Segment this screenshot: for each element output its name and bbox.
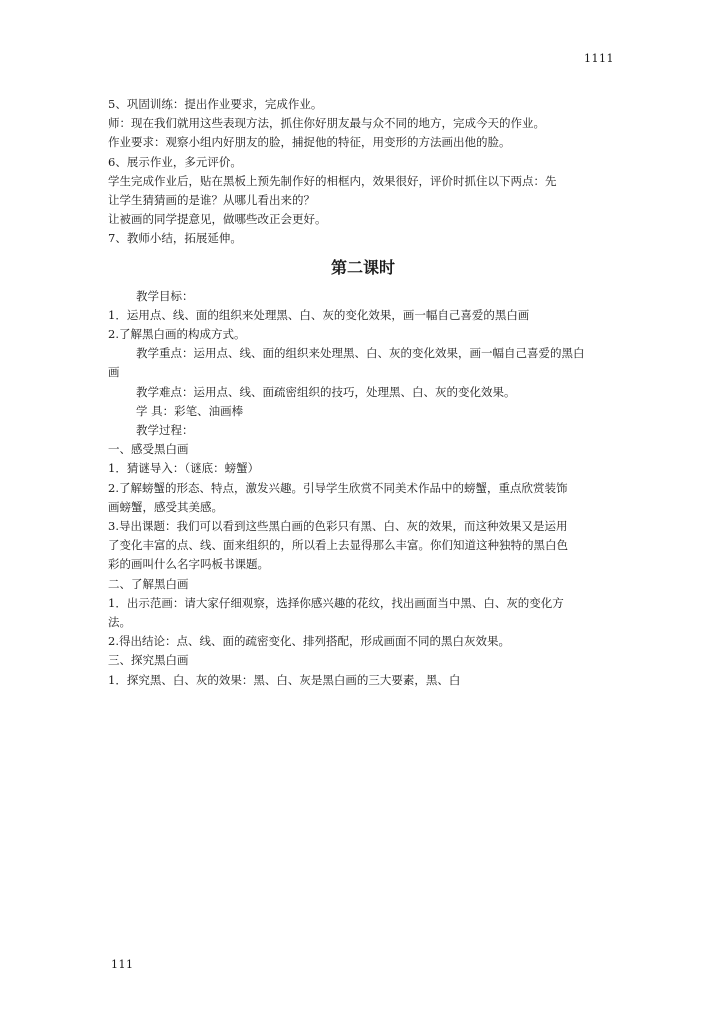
part1-item: 了变化丰富的点、线、面来组织的，所以看上去显得那么丰富。你们知道这种独特的黑白色 xyxy=(108,538,568,553)
part3-title: 三、探究黑白画 xyxy=(108,653,189,668)
part3-item: 1．探究黑、白、灰的效果：黑、白、灰是黑白画的三大要素，黑、白 xyxy=(108,672,461,687)
part1-title: 一、感受黑白画 xyxy=(108,442,189,457)
header-page-number: 1111 xyxy=(584,52,614,65)
part1-item: 3.导出课题：我们可以看到这些黑白画的色彩只有黑、白、灰的效果，而这种效果又是运用 xyxy=(108,519,568,534)
process-label: 教学过程： xyxy=(136,423,194,438)
document-body xyxy=(108,95,618,690)
paragraph-line: 6、展示作业，多元评价。 xyxy=(108,154,242,169)
paragraph-line: 7、教师小结，拓展延伸。 xyxy=(108,231,242,246)
paragraph-line: 让被画的同学提意见，做哪些改正会更好。 xyxy=(108,212,327,227)
part1-item: 2.了解螃蟹的形态、特点，激发兴趣。引导学生欣赏不同美术作品中的螃蟹，重点欣赏装饰 xyxy=(108,480,568,495)
section-lesson2 xyxy=(108,287,618,690)
section-lesson1-end xyxy=(108,95,618,249)
difficulty-line: 教学难点：运用点、线、面疏密组织的技巧，处理黑、白、灰的变化效果。 xyxy=(136,384,516,399)
part2-item: 法。 xyxy=(108,615,131,630)
objectives-label: 教学目标： xyxy=(136,288,194,303)
tools-line: 学 具：彩笔、油画棒 xyxy=(136,403,244,418)
paragraph-line: 师：现在我们就用这些表现方法，抓住你好朋友最与众不同的地方，完成今天的作业。 xyxy=(108,116,545,131)
section-title: 第二课时 xyxy=(330,257,395,277)
key-point-line: 画 xyxy=(108,365,120,380)
part2-title: 二、了解黑白画 xyxy=(108,576,189,591)
part2-item: 1．出示范画：请大家仔细观察，选择你感兴趣的花纹，找出画面当中黑、白、灰的变化方 xyxy=(108,595,564,610)
paragraph-line: 让学生猜猜画的是谁？从哪儿看出来的？ xyxy=(108,193,315,208)
part2-item: 2.得出结论：点、线、面的疏密变化、排列搭配，形成画面不同的黑白灰效果。 xyxy=(108,634,510,649)
key-point-line: 教学重点：运用点、线、面的组织来处理黑、白、灰的变化效果，画一幅自己喜爱的黑白 xyxy=(136,346,585,361)
part1-item: 彩的画叫什么名字吗板书课题。 xyxy=(108,557,269,572)
objective-item: 1．运用点、线、面的组织来处理黑、白、灰的变化效果，画一幅自己喜爱的黑白画 xyxy=(108,307,530,322)
footer-page-number: 111 xyxy=(111,958,134,971)
part1-item: 画螃蟹，感受其美感。 xyxy=(108,499,223,514)
objective-item: 2.了解黑白画的构成方式。 xyxy=(108,327,246,342)
paragraph-line: 作业要求：观察小组内好朋友的脸，捕捉他的特征，用变形的方法画出他的脸。 xyxy=(108,135,511,150)
paragraph-line: 学生完成作业后，贴在黑板上预先制作好的相框内，效果很好，评价时抓住以下两点：先 xyxy=(108,173,557,188)
part1-item: 1．猜谜导入：（谜底：螃蟹） xyxy=(108,461,260,476)
paragraph-line: 5、巩固训练：提出作业要求，完成作业。 xyxy=(108,97,323,111)
